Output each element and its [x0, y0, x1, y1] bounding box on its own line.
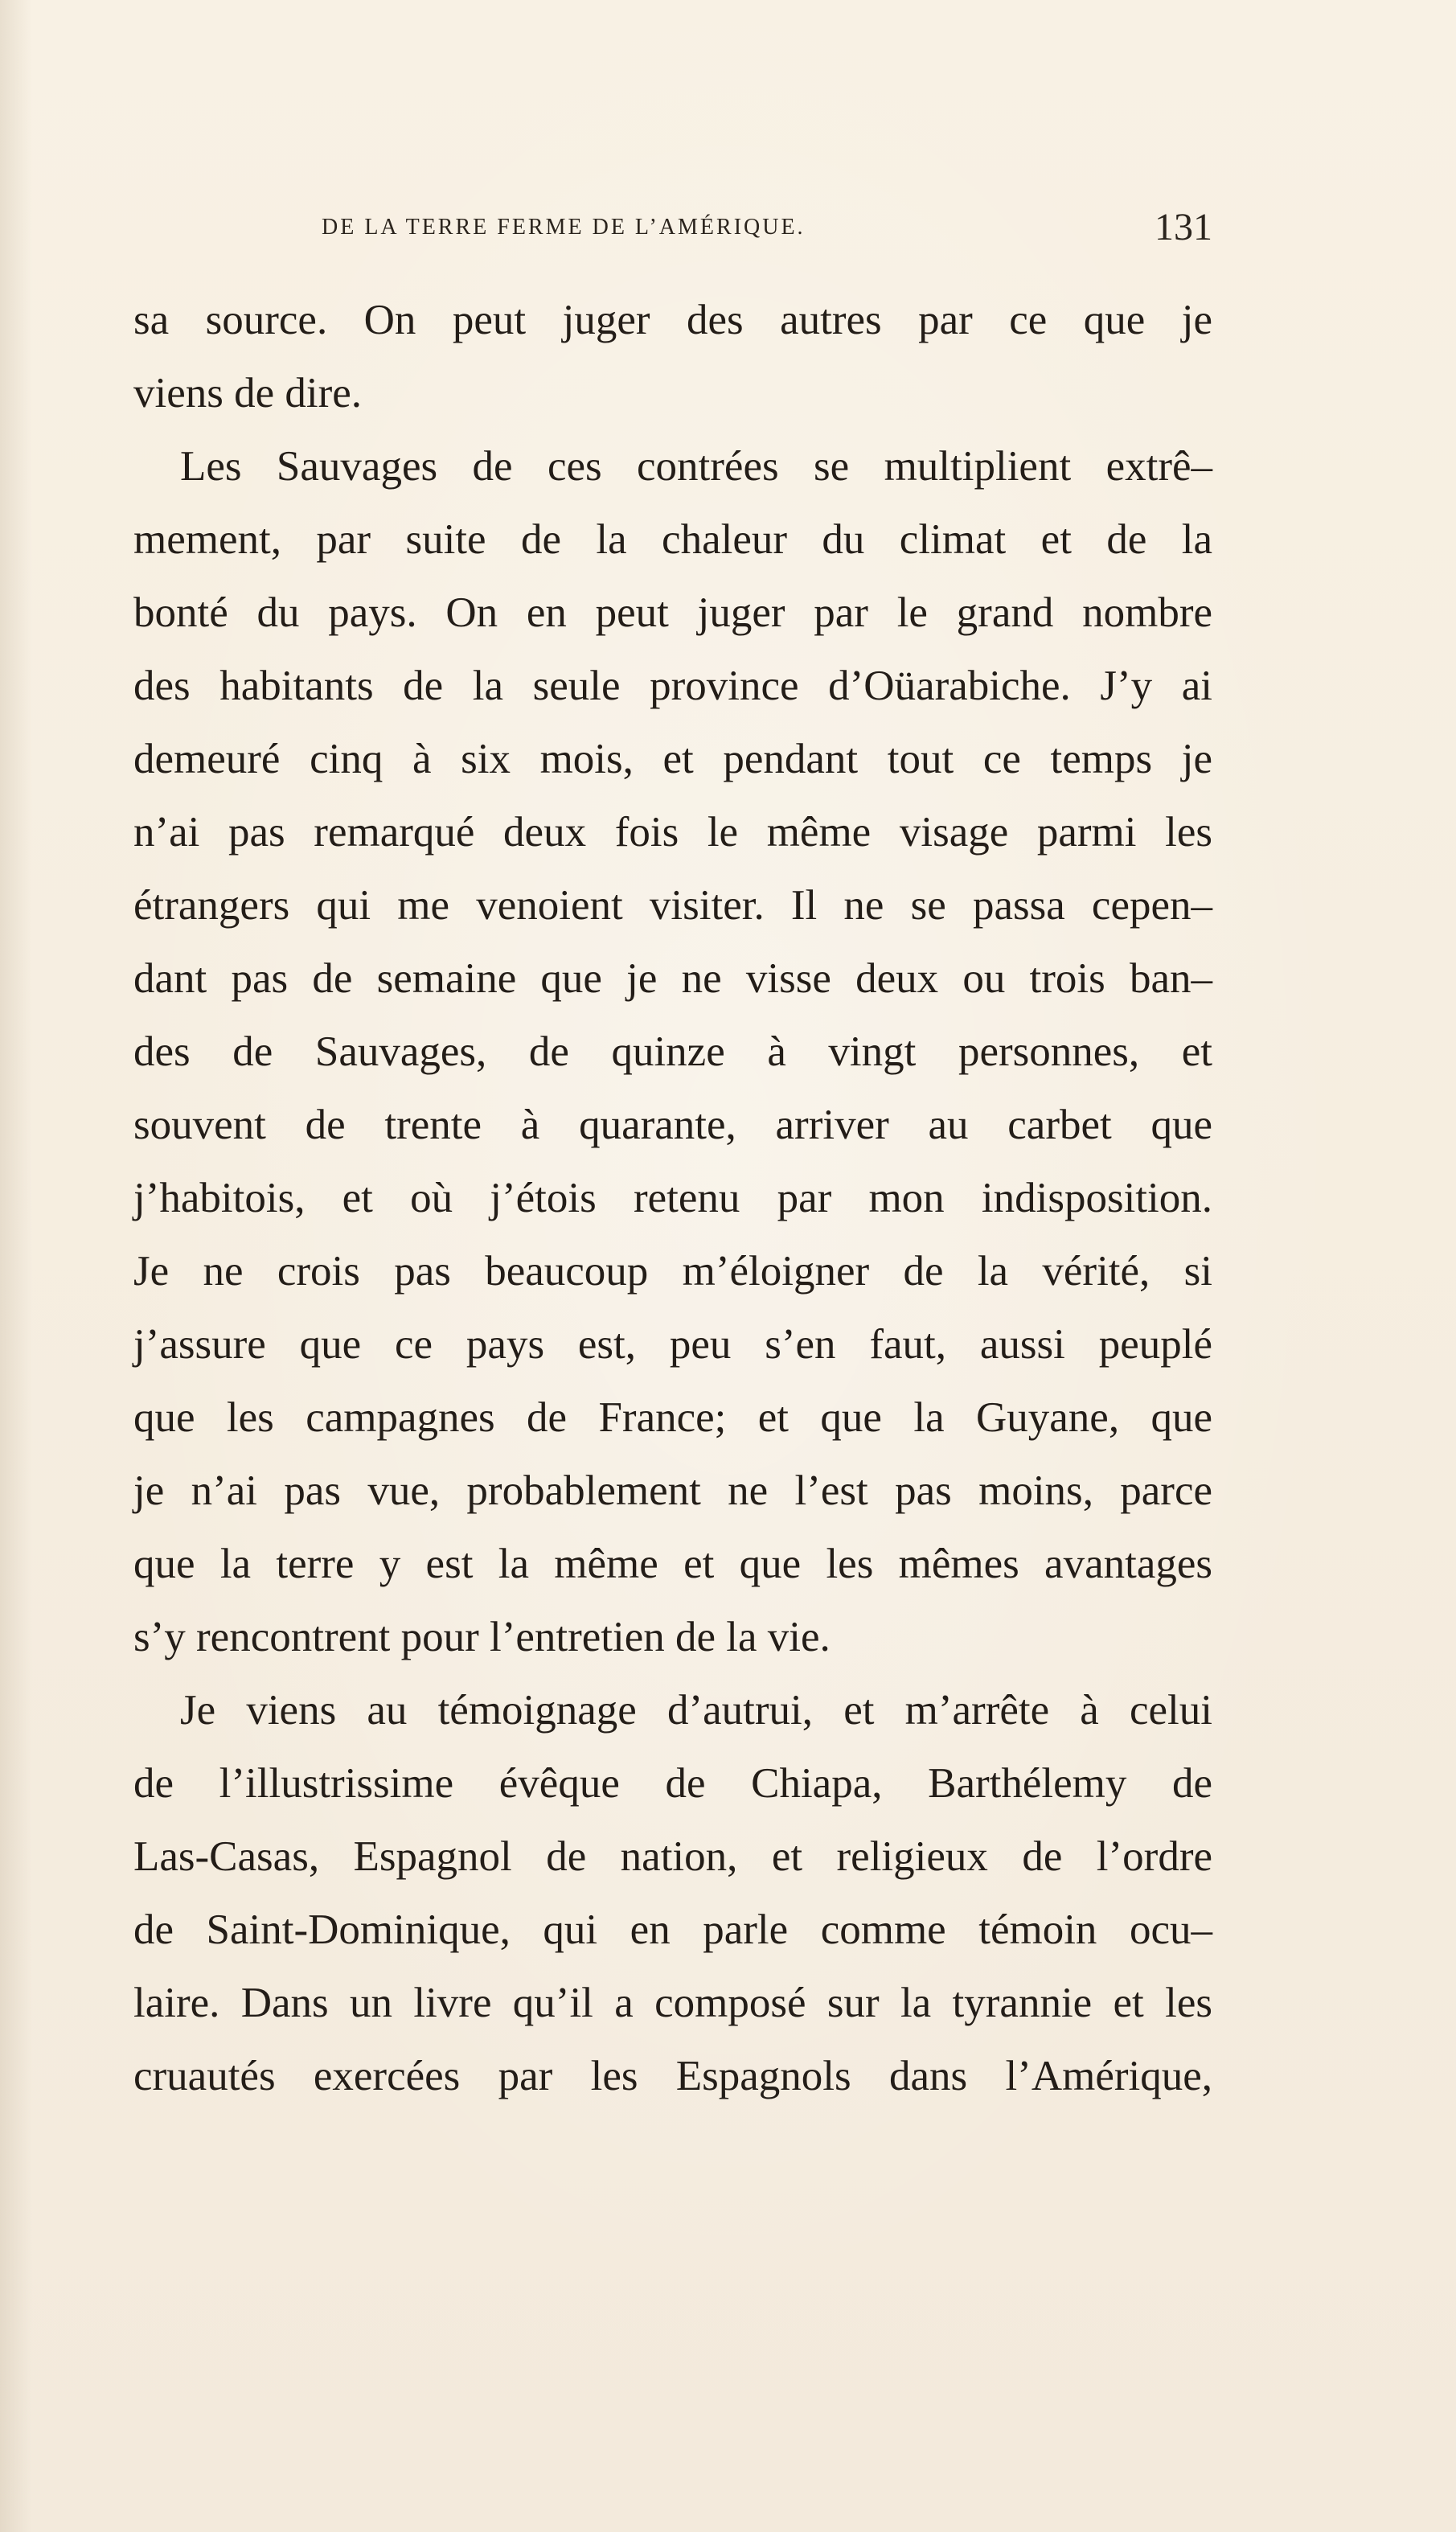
- text-line-06: des habitants de la seule province d’Oüarabiche. J’y ai: [133, 663, 1212, 709]
- text-line-12: souvent de trente à quarante, arriver au carbet que: [133, 1102, 1212, 1148]
- text-line-16: que les campagnes de France; et que la Guyane, que: [133, 1394, 1212, 1441]
- text-line-15: j’assure que ce pays est, peu s’en faut, aussi peuplé: [133, 1321, 1212, 1368]
- text-line-02: viens de dire.: [133, 370, 363, 417]
- text-line-18: que la terre y est la même et que les mêmes avantages: [133, 1541, 1212, 1587]
- text-line-10: dant pas de semaine que je ne visse deux ou trois ban–: [133, 955, 1212, 1002]
- text-line-22: Las-Casas, Espagnol de nation, et religieux de l’ordre: [133, 1833, 1212, 1880]
- page-number: 131: [1155, 206, 1212, 248]
- text-line-07: demeuré cinq à six mois, et pendant tout ce temps je: [133, 736, 1212, 782]
- text-line-14: Je ne crois pas beaucoup m’éloigner de la vérité, si: [133, 1248, 1212, 1295]
- text-line-03: Les Sauvages de ces contrées se multiplient extrê–: [180, 443, 1212, 490]
- page-body-text: [133, 284, 1212, 2113]
- text-line-04: mement, par suite de la chaleur du climat et de la: [133, 516, 1212, 563]
- text-line-01: sa source. On peut juger des autres par ce que je: [133, 297, 1212, 343]
- text-line-21: de l’illustrissime évêque de Chiapa, Barthélemy de: [133, 1760, 1212, 1807]
- text-line-11: des de Sauvages, de quinze à vingt personnes, et: [133, 1028, 1212, 1075]
- text-line-19: s’y rencontrent pour l’entretien de la vie.: [133, 1614, 831, 1660]
- text-line-05: bonté du pays. On en peut juger par le grand nombre: [133, 589, 1212, 636]
- text-line-23: de Saint-Dominique, qui en parle comme témoin ocu–: [133, 1906, 1212, 1953]
- text-line-20: Je viens au témoignage d’autrui, et m’arrête à celui: [180, 1687, 1212, 1734]
- text-line-09: étrangers qui me venoient visiter. Il ne se passa cepen–: [133, 882, 1212, 929]
- running-header: [133, 205, 1212, 256]
- text-line-24: laire. Dans un livre qu’il a composé sur la tyrannie et les: [133, 1980, 1212, 2026]
- text-line-25: cruautés exercées par les Espagnols dans l’Amérique,: [133, 2053, 1212, 2099]
- text-line-17: je n’ai pas vue, probablement ne l’est pas moins, parce: [133, 1467, 1212, 1514]
- running-title: DE LA TERRE FERME DE L’AMÉRIQUE.: [322, 215, 806, 240]
- text-line-08: n’ai pas remarqué deux fois le même visage parmi les: [133, 809, 1212, 856]
- text-line-13: j’habitois, et où j’étois retenu par mon indisposition.: [133, 1175, 1212, 1221]
